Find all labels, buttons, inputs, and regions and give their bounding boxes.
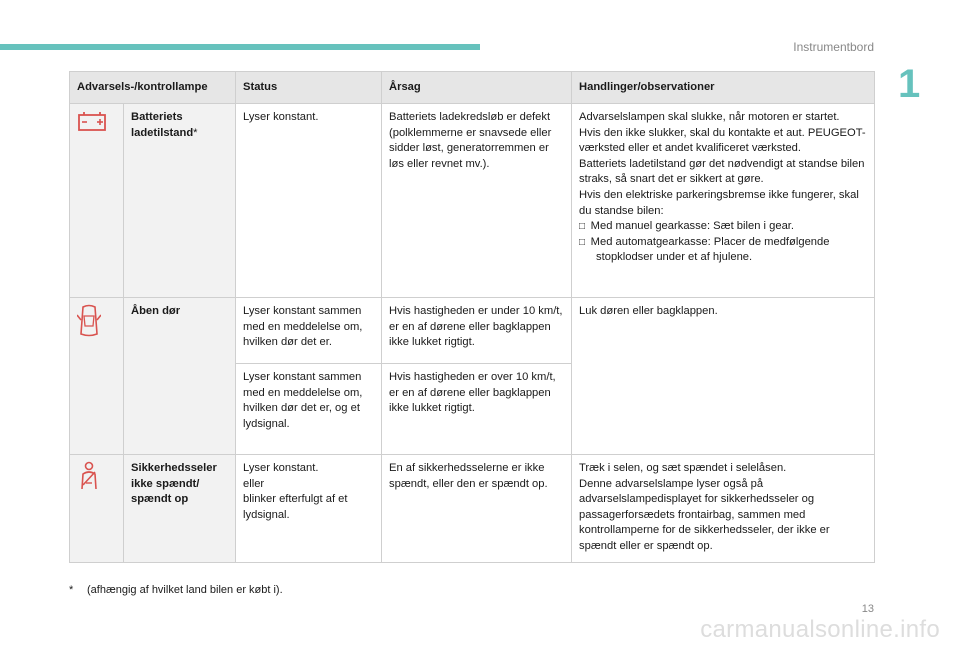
table-row (70, 104, 875, 298)
lamp-name-door: Åben dør (124, 298, 236, 455)
open-door-icon (77, 304, 101, 338)
status-door-1: Lyser konstant sammen med en meddelelse om, hvilken dør det er. (236, 298, 382, 364)
watermark: carmanualsonline.info (700, 616, 940, 643)
cause-seatbelt: En af sikkerhedsselerne er ikke spændt, eller den er spændt op. (382, 455, 572, 563)
table-header-row (70, 72, 875, 104)
status-door-2: Lyser konstant sammen med en meddelelse om, hvilken dør det er, og et lydsignal. (236, 364, 382, 455)
actions-seatbelt: Træk i selen, og sæt spændet i selelåsen. Denne advarselslampe lyser også på advarselslampedisplayet for sikkerhedsseler og passagerforsædets frontairbag, sammen med kontrollamperne for de sikkerhedsseler, der ikke er spændt eller er spændt op. (572, 455, 875, 563)
table-row (70, 455, 875, 563)
warning-lamps-table (69, 71, 875, 563)
column-header-lamp: Advarsels-/kontrollampe (70, 72, 236, 104)
column-header-cause: Årsag (382, 72, 572, 104)
cause-battery: Batteriets ladekredsløb er defekt (polklemmerne er snavsede eller sidder løst, generatorremmen er løs eller revnet mv.). (382, 104, 572, 298)
door-icon-cell (70, 298, 124, 455)
page-number: 13 (861, 603, 874, 615)
actions-door: Luk døren eller bagklappen. (572, 298, 875, 455)
bullet-manual-gearbox: □ Med manuel gearkasse: Sæt bilen i gear. (579, 220, 795, 233)
cause-door-2: Hvis hastigheden er over 10 km/t, er en af dørene eller bagklappen ikke lukket rigtigt. (382, 364, 572, 455)
bullet-auto-gearbox: □ Med automatgearkasse: Placer de medfølgende stopklodser under et af hjulene. (579, 235, 830, 264)
chapter-number: 1 (898, 62, 921, 106)
lamp-name-seatbelt: Sikkerhedsseler ikke spændt/ spændt op (124, 455, 236, 563)
section-title: Instrumentbord (793, 40, 874, 54)
actions-battery: Advarselslampen skal slukke, når motoren er startet. Hvis den ikke slukker, skal du kontakte et aut. PEUGEOT-værksted eller et andet kvalificeret værksted. Batteriets ladetilstand gør det nødvendigt at standse bilen straks, så snart det er sikkert at gøre. Hvis den elektriske parkeringsbremse ikke fungerer, skal du standse bilen: □ Med manuel gearkasse: Sæt bilen i gear. □ Med automatgearkasse: Placer de medfølgende stopklodser under et af hjulene. (572, 104, 875, 298)
header-accent-bar (0, 44, 480, 50)
table-row (70, 298, 875, 364)
seatbelt-icon (77, 461, 101, 491)
footnote: * (afhængig af hvilket land bilen er købt i). (69, 584, 283, 596)
column-header-actions: Handlinger/observationer (572, 72, 875, 104)
battery-icon-cell (70, 104, 124, 298)
status-seatbelt: Lyser konstant. eller blinker efterfulgt af et lydsignal. (236, 455, 382, 563)
column-header-status: Status (236, 72, 382, 104)
seatbelt-icon-cell (70, 455, 124, 563)
lamp-name-battery: Batteriets ladetilstand* (124, 104, 236, 298)
cause-door-1: Hvis hastigheden er under 10 km/t, er en af dørene eller bagklappen ikke lukket rigtigt. (382, 298, 572, 364)
battery-icon (77, 110, 107, 132)
status-battery: Lyser konstant. (236, 104, 382, 298)
